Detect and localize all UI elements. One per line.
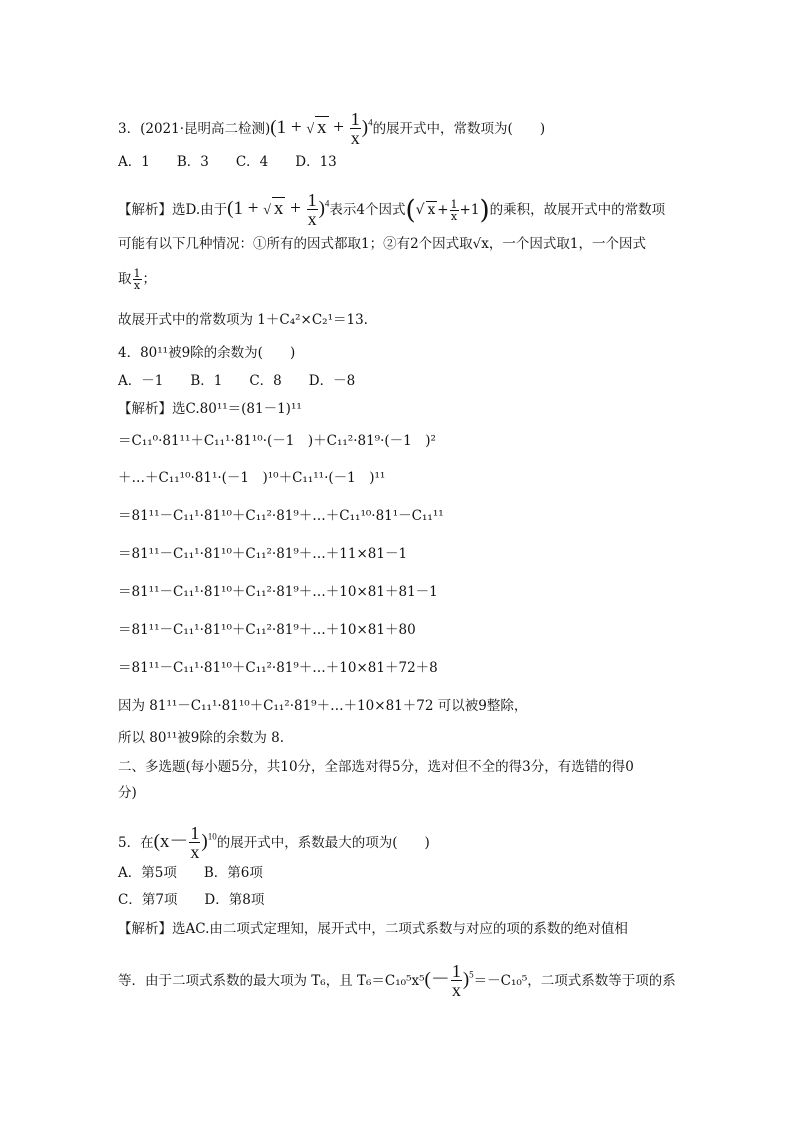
q4-analysis-line-6: ＝81¹¹－C₁₁¹·81¹⁰＋C₁₁²·81⁹＋…＋10×81＋81－1 — [118, 584, 438, 600]
q4-stem: 4．80¹¹被9除的余数为( ) — [118, 345, 296, 361]
q3-analysis-expression: (1 + √ x + $\frac{1}{x}$ )$^4$ — [227, 190, 330, 229]
q4-analysis-line-3: ＋…＋C₁₁¹⁰·81¹·(－1 )¹⁰＋C₁₁¹¹·(－1 )¹¹ — [118, 470, 386, 486]
q3-options: A．1 B．3 C．4 D．13 — [118, 154, 337, 170]
q5-analysis-line-2-prefix: 等．由于二项式系数的最大项为 T₆，且 T₆＝C₁₀⁵x⁵ — [118, 972, 425, 989]
q3-cases-cont-prefix: 取 — [118, 271, 132, 287]
q4-analysis-line-5: ＝81¹¹－C₁₁¹·81¹⁰＋C₁₁²·81⁹＋…＋11×81－1 — [118, 546, 408, 562]
q5-options-ab: A．第5项 B．第6项 — [118, 865, 263, 881]
q5-stem — [118, 824, 430, 861]
q3-cases-cont-suffix: ； — [142, 271, 156, 287]
q3-analysis: 【解析】选D.由于(1 + √ x + $\frac{1}{x}$ )$^4$表示4个因式(√ x + $\frac{1}{x}$ +1)的乘积，故展开式中的常数项 — [118, 190, 666, 229]
section-2-heading-cont: 分) — [118, 785, 137, 801]
q5-stem-suffix: 的展开式中，系数最大的项为( ) — [216, 834, 430, 851]
q3-cases: 可能有以下几种情况：①所有的因式都取1；②有2个因式取√x，一个因式取1，一个因式 — [118, 236, 646, 252]
q4-analysis-line-10: 所以 80¹¹被9除的余数为 8. — [118, 730, 285, 746]
q3-analysis-middle: 表示4个因式 — [329, 201, 406, 218]
q3-conclusion: 故展开式中的常数项为 1＋C₄²×C₂¹＝13. — [118, 312, 368, 328]
q5-analysis-line-2-suffix: ＝－C₁₀⁵，二项式系数等于项的系 — [473, 972, 676, 989]
q5-stem-prefix: 5．在 — [118, 834, 154, 851]
q3-stem-suffix: 的展开式中，常数项为( ) — [372, 120, 546, 137]
q5-analysis-line-2: 等．由于二项式系数的最大项为 T₆，且 T₆＝C₁₀⁵x⁵(－ $\frac{1}{x}$ )$^5$＝－C₁₀⁵，二项式系数等于项的系 — [118, 961, 676, 1000]
q4-analysis-line-9: 因为 81¹¹－C₁₁¹·81¹⁰＋C₁₁²·81⁹＋…＋10×81＋72 可以被9整除， — [118, 698, 528, 714]
section-2-heading: 二、多选题(每小题5分，共10分，全部选对得5分，选对但不全的得3分，有选错的得0 — [118, 759, 634, 775]
q5-analysis-line-1: 【解析】选AC.由二项式定理知，展开式中，二项式系数与对应的项的系数的绝对值相 — [118, 921, 628, 937]
q4-analysis-line-2: ＝C₁₁⁰·81¹¹＋C₁₁¹·81¹⁰·(－1 )＋C₁₁²·81⁹·(－1 )² — [118, 433, 436, 449]
q5-options-cd: C．第7项 D．第8项 — [118, 892, 265, 908]
q4-analysis-line-1: 【解析】选C.80¹¹＝(81－1)¹¹ — [118, 401, 302, 417]
q4-analysis-line-7: ＝81¹¹－C₁₁¹·81¹⁰＋C₁₁²·81⁹＋…＋10×81＋80 — [118, 622, 416, 638]
q3-stem-prefix: 3．(2021·昆明高二检测) — [118, 120, 271, 137]
q3-stem — [118, 110, 545, 147]
q4-analysis-line-8: ＝81¹¹－C₁₁¹·81¹⁰＋C₁₁²·81⁹＋…＋10×81＋72＋8 — [118, 660, 438, 676]
q4-analysis-line-4: ＝81¹¹－C₁₁¹·81¹⁰＋C₁₁²·81⁹＋…＋C₁₁¹⁰·81¹－C₁₁¹¹ — [118, 508, 444, 524]
q3-analysis-prefix: 【解析】选D.由于 — [118, 201, 228, 218]
q3-cases-cont: 取 $\frac{1}{x}$ ； — [118, 267, 156, 292]
q5-expression: (x－ $\frac{1}{x}$ )$^{10}$ — [153, 823, 217, 862]
q3-analysis-suffix: 的乘积，故展开式中的常数项 — [489, 201, 666, 218]
q4-options: A．－1 B．1 C．8 D．－8 — [118, 373, 356, 389]
q3-expression: (1 + √ x + $\frac{1}{x}$ )$^4$ — [270, 109, 373, 148]
